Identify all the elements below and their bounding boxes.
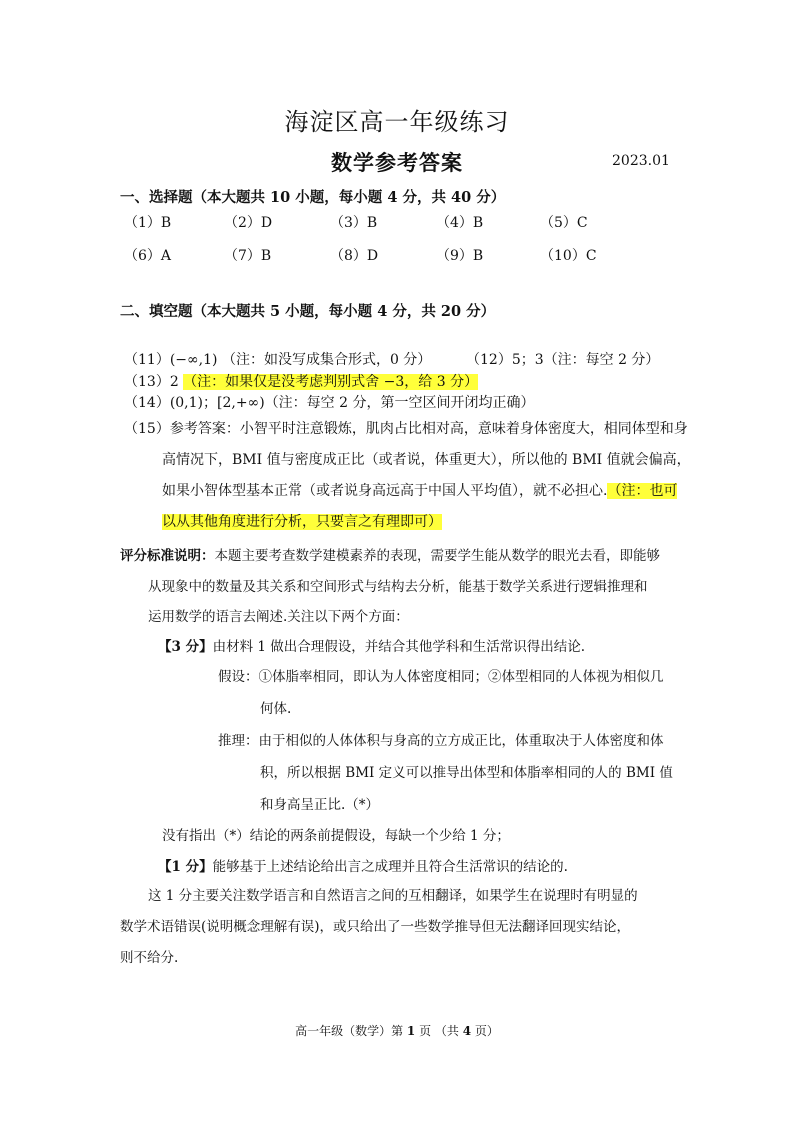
final-line2: 数学术语错误(说明概念理解有误)，或只给出了一些数学推导但无法翻译回现实结论， (120, 919, 631, 935)
reasoning-line3: 和身高呈正比.（*） (260, 797, 380, 813)
final-line1: 这 1 分主要关注数学语言和自然语言之间的互相翻译，如果学生在说理时有明显的 (148, 888, 638, 904)
scoring-point1 (158, 855, 568, 875)
scoring-line1-text: 本题主要考查数学建模素养的表现，需要学生能从数学的眼光去看，即能够 (214, 548, 660, 564)
scoring-line1 (120, 544, 660, 564)
fill-answer-11: （11）(−∞,1) （注：如没写成集合形式，0 分） (124, 352, 432, 368)
footer-text-c: 页） (471, 1024, 499, 1038)
deduction-rule: 没有指出（*）结论的两条前提假设，每缺一个少给 1 分； (162, 828, 510, 844)
footer-text-b: 页 （共 (415, 1024, 463, 1038)
answer-3: （3）B (330, 215, 378, 231)
final-line3: 则不给分. (120, 950, 179, 966)
answer-8: （8）D (330, 248, 379, 264)
document-date: 2023.01 (612, 153, 670, 169)
fill-answer-15-line3 (162, 480, 677, 500)
answer-5: （5）C (540, 215, 588, 231)
fill-answer-13 (124, 371, 478, 391)
fill-answer-15-line4 (162, 511, 442, 531)
assumption-line1: 假设：①体脂率相同，即认为人体密度相同；②体型相同的人体视为相似几 (218, 669, 664, 685)
scoring-point1-tag: 【1 分】 (158, 859, 213, 875)
answer-7: （7）B (224, 248, 272, 264)
scoring-point3 (158, 635, 585, 655)
answer-1: （1）B (124, 215, 172, 231)
footer-total-pages: 4 (462, 1024, 472, 1038)
answer-2: （2）D (224, 215, 273, 231)
assumption-line2: 何体. (260, 701, 292, 717)
answer-10: （10）C (540, 248, 597, 264)
fill-answer-15-note-start: （注：也可 (607, 483, 678, 499)
fill-answer-14: （14）(0,1)；[2,+∞)（注：每空 2 分，第一空区间开闭均正确） (124, 395, 535, 411)
scoring-line2: 从现象中的数量及其关系和空间形式与结构去分析，能基于数学关系进行逻辑推理和 (148, 579, 648, 595)
fill-answer-15-line2: 高情况下，BMI 值与密度成正比（或者说，体重更大），所以他的 BMI 值就会偏高， (162, 452, 691, 468)
section2-heading: 二、填空题（本大题共 5 小题，每小题 4 分，共 20 分） (120, 303, 496, 320)
reasoning-line2: 积，所以根据 BMI 定义可以推导出体型和体脂率相同的人的 BMI 值 (260, 765, 673, 781)
answer-6: （6）A (124, 248, 172, 264)
scoring-point1-text: 能够基于上述结论给出言之成理并且符合生活常识的结论的. (212, 859, 568, 875)
page-footer (0, 1022, 794, 1039)
section1-heading: 一、选择题（本大题共 10 小题，每小题 4 分，共 40 分） (120, 189, 506, 206)
fill-answer-15-line1: （15）参考答案：小智平时注意锻炼，肌肉占比相对高，意味着身体密度大，相同体型和身 (124, 421, 688, 437)
fill-answer-12: （12）5；3（注：每空 2 分） (466, 352, 660, 368)
scoring-point3-tag: 【3 分】 (158, 639, 213, 655)
scoring-line3: 运用数学的语言去阐述.关注以下两个方面： (148, 609, 409, 625)
fill-answer-15-note-end: 以从其他角度进行分析，只要言之有理即可） (162, 514, 442, 530)
reasoning-line1: 推理：由于相似的人体体积与身高的立方成正比，体重取决于人体密度和体 (218, 733, 664, 749)
scoring-label: 评分标准说明： (120, 548, 215, 564)
fill-answer-15-line3-text: 如果小智体型基本正常（或者说身高远高于中国人平均值），就不必担心. (162, 483, 608, 499)
fill-answer-13-note: （注：如果仅是没考虑判别式舍 −3，给 3 分） (183, 374, 479, 390)
page-title: 海淀区高一年级练习 (284, 108, 510, 136)
scoring-point3-text: 由材料 1 做出合理假设，并结合其他学科和生活常识得出结论. (212, 639, 586, 655)
page-subtitle: 数学参考答案 (331, 150, 463, 175)
footer-page-number: 1 (406, 1024, 416, 1038)
footer-text-a: 高一年级（数学）第 (295, 1024, 407, 1038)
answer-9: （9）B (436, 248, 484, 264)
fill-answer-13-main: （13）2 (124, 374, 184, 390)
answer-4: （4）B (436, 215, 484, 231)
